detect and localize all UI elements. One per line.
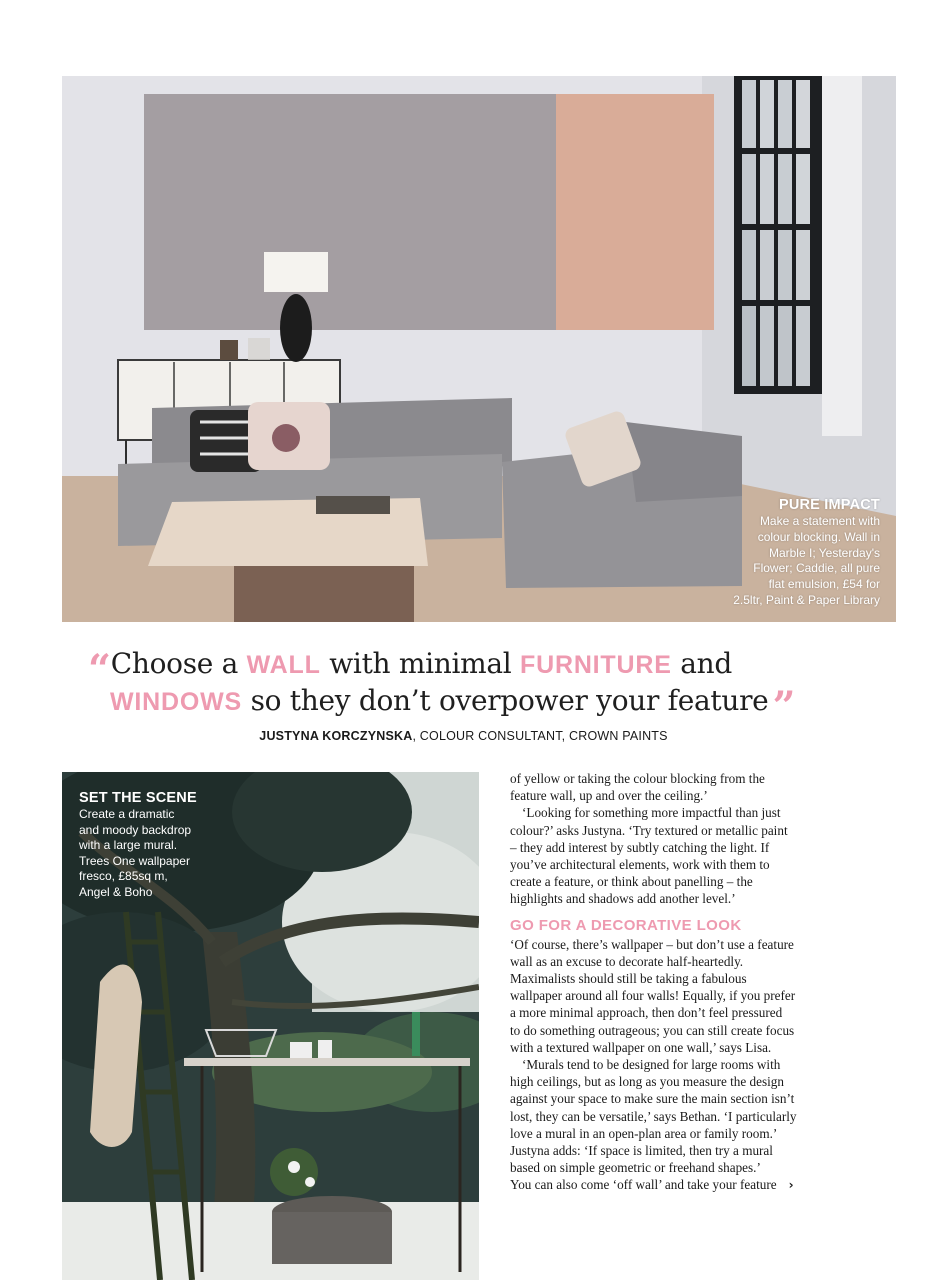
hero-caption-line: colour blocking. Wall in <box>757 529 880 544</box>
paragraph-4 <box>510 1056 850 1195</box>
text-line: create a feature, or think about panelling – the <box>510 874 753 890</box>
pull-quote <box>88 646 848 730</box>
text-line: colour?’ asks Justyna. ‘Try textured or metallic paint <box>510 822 788 838</box>
pull-quote-keyword: WALL <box>246 651 321 679</box>
text-line: Justyna adds: ‘If space is limited, then try a mural <box>510 1143 773 1159</box>
hero-caption-line: 2.5ltr, Paint & Paper Library <box>733 592 880 607</box>
text-line: you’ve architectural elements, work with them to <box>510 857 770 873</box>
text-line: ‘Of course, there’s wallpaper – but don’t use a feature <box>510 936 794 952</box>
continue-arrow-icon: › <box>788 1178 794 1193</box>
quote-attribution <box>0 729 927 743</box>
hero-photo <box>62 76 896 622</box>
mural-caption-line: Create a dramatic <box>79 807 175 821</box>
pull-quote-line-2 <box>88 683 848 730</box>
section-subheading: GO FOR A DECORATIVE LOOK <box>510 916 742 934</box>
text-line: love a mural in an open-plan area or family room.’ <box>510 1125 778 1141</box>
hero-caption-line: Flower; Caddie, all pure <box>753 561 880 576</box>
text-line: lost, they can be versatile,’ says Bethan. ‘I particularly <box>510 1108 797 1124</box>
hero-caption-body <box>680 514 880 609</box>
hero-caption-heading: PURE IMPACT <box>778 497 880 513</box>
text-line: You can also come ‘off wall’ and take your feature <box>510 1177 777 1193</box>
text-line: high ceilings, but as long as you measure the design <box>510 1074 784 1090</box>
mural-caption-line: Angel & Boho <box>79 884 153 899</box>
text-line: highlights and shadows add another level.’ <box>510 891 736 907</box>
mural-caption-line: with a large mural. <box>79 838 178 853</box>
pull-quote-keyword: FURNITURE <box>520 651 672 679</box>
pull-quote-text: so they don’t overpower your feature <box>241 684 769 717</box>
mural-caption-heading: SET THE SCENE <box>79 790 197 806</box>
text-line: wallpaper around all four walls! Equally, if you prefer <box>510 988 796 1004</box>
mural-caption-line: Trees One wallpaper <box>79 853 190 868</box>
mural-photo <box>62 772 479 1280</box>
text-line: to do something outrageous; you can still create focus <box>510 1022 795 1038</box>
text-line: based on simple geometric or freehand shapes.’ <box>510 1160 761 1176</box>
text-line: wall as an excuse to decorate half-heartedly. <box>510 953 744 969</box>
open-quote-mark: “ <box>88 646 111 693</box>
hero-caption-line: Make a statement with <box>759 514 880 528</box>
attribution-name: JUSTYNA KORCZYNSKA <box>259 729 413 743</box>
mural-caption <box>79 790 229 901</box>
text-line: Maximalists should still be taking a fabulous <box>510 971 747 987</box>
mural-caption-line: and moody backdrop <box>79 822 192 837</box>
hero-caption <box>680 497 880 609</box>
text-line: a more minimal approach, then don’t feel pressured <box>510 1005 783 1021</box>
attribution-role: , COLOUR CONSULTANT, CROWN PAINTS <box>412 729 668 743</box>
pull-quote-text: with minimal <box>320 647 521 680</box>
text-line: – they add interest by subtly catching the light. If <box>510 839 770 855</box>
mural-caption-line: fresco, £85sq m, <box>79 869 168 884</box>
pull-quote-text: Choose a <box>110 647 247 680</box>
text-line: feature wall, up and over the ceiling.’ <box>510 788 708 804</box>
text-line: ‘Looking for something more impactful than just <box>522 805 781 821</box>
text-line: ‘Murals tend to be designed for large rooms with <box>522 1057 781 1073</box>
text-line: of yellow or taking the colour blocking from the <box>510 771 765 786</box>
close-quote-mark: ” <box>772 683 796 730</box>
pull-quote-text: and <box>671 647 733 680</box>
pull-quote-keyword: WINDOWS <box>110 688 242 716</box>
mural-caption-body <box>79 807 229 901</box>
paragraph-3 <box>510 936 850 1056</box>
hero-caption-line: flat emulsion, £54 for <box>768 577 880 592</box>
hero-caption-line: Marble I; Yesterday's <box>768 545 880 560</box>
text-line: with a textured wallpaper on one wall,’ says Lisa. <box>510 1039 772 1055</box>
paragraph-2 <box>510 804 850 907</box>
paragraph-1 <box>510 770 850 804</box>
article-column <box>510 770 850 1195</box>
text-line-last <box>510 1176 850 1194</box>
pull-quote-line-1 <box>88 646 848 693</box>
text-line: against your space to make sure the main section isn’t <box>510 1091 795 1107</box>
